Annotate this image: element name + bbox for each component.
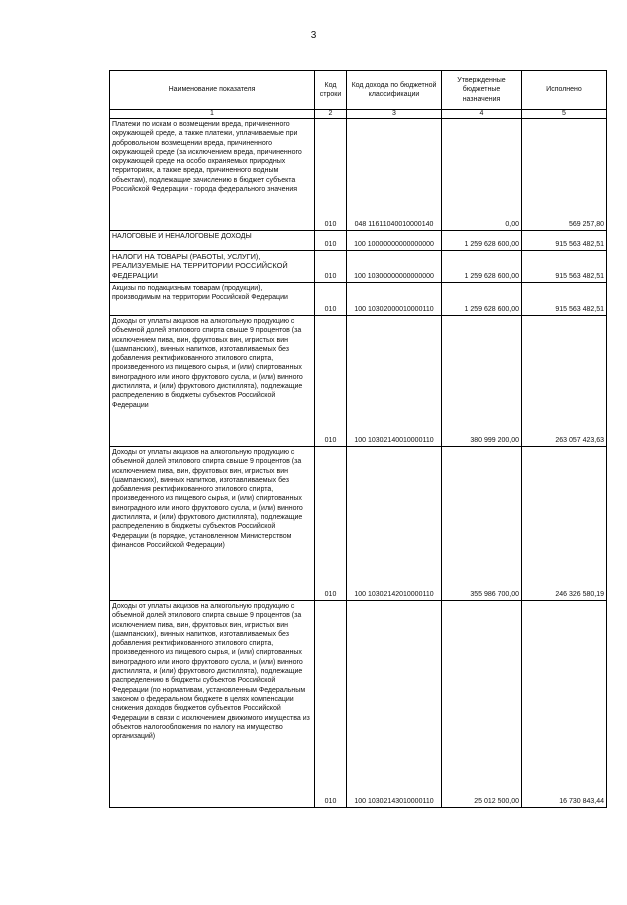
row-name: Платежи по искам о возмещении вреда, причиненного окружающей среде, а также платежи, уплачиваемые при добровольном возмещении вреда, причиненного окружающей среде (за исключением вреда, причиненного окружающей среде на особо охраняемых природных территориях, а также вреда, причиненного водным объектам), подлежащие зачислению в бюджет субъекта Российской Федерации - города федерального значения: [110, 119, 315, 231]
column-number: 1: [110, 110, 315, 119]
row-classification-code: 048 11611040010000140: [347, 119, 442, 231]
row-classification-code: 100 10302140010000110: [347, 316, 442, 447]
row-classification-code: 100 10302142010000110: [347, 447, 442, 601]
row-line-code: 010: [315, 119, 347, 231]
row-executed-amount: 915 563 482,51: [522, 231, 607, 251]
header-approved-appropriations: Утвержденные бюджетные назначения: [442, 71, 522, 110]
row-line-code: 010: [315, 316, 347, 447]
row-approved-amount: 355 986 700,00: [442, 447, 522, 601]
row-line-code: 010: [315, 231, 347, 251]
row-name: Доходы от уплаты акцизов на алкогольную продукцию с объемной долей этилового спирта свыше 9 процентов (за исключением пива, вин, фруктовых вин, игристых вин (шампанских), винных напитков, изготавливаемых без добавления ректификованного этилового спирта, произведенного из пищевого сырья, и (или) спиртованных виноградного или иного фруктового сусла, и (или) винного дистиллята, и (или) фруктового дистиллята), подлежащие распределению в бюджеты субъектов Российской Федерации (в порядке, установленном Министерством финансов Российской Федерации): [110, 447, 315, 601]
column-number-row: [110, 110, 607, 119]
header-budget-classification-code: Код дохода по бюджетной классификации: [347, 71, 442, 110]
row-name: Акцизы по подакцизным товарам (продукции), производимым на территории Российской Федерации: [110, 283, 315, 316]
row-line-code: 010: [315, 251, 347, 283]
row-approved-amount: 1 259 628 600,00: [442, 283, 522, 316]
row-line-code: 010: [315, 283, 347, 316]
row-line-code: 010: [315, 601, 347, 808]
page-number: 3: [310, 30, 317, 41]
table-row: [110, 283, 607, 316]
column-number: 5: [522, 110, 607, 119]
column-number: 2: [315, 110, 347, 119]
header-executed: Исполнено: [522, 71, 607, 110]
row-executed-amount: 16 730 843,44: [522, 601, 607, 808]
row-executed-amount: 246 326 580,19: [522, 447, 607, 601]
row-classification-code: 100 10302000010000110: [347, 283, 442, 316]
row-name: Доходы от уплаты акцизов на алкогольную продукцию с объемной долей этилового спирта свыше 9 процентов (за исключением пива, вин, фруктовых вин, игристых вин (шампанских), винных напитков, изготавливаемых без добавления ректификованного этилового спирта, произведенного из пищевого сырья, и (или) спиртованных виноградного или иного фруктового сусла, и (или) винного дистиллята, и (или) фруктового дистиллята), подлежащие распределению в бюджеты субъектов Российской Федерации (по нормативам, установленным Федеральным законом о федеральном бюджете в целях компенсации снижения доходов бюджетов субъектов Российской Федерации в связи с исключением движимого имущества из объектов налогообложения по налогу на имущество организаций): [110, 601, 315, 808]
row-approved-amount: 1 259 628 600,00: [442, 231, 522, 251]
row-executed-amount: 569 257,80: [522, 119, 607, 231]
row-classification-code: 100 10300000000000000: [347, 251, 442, 283]
table-row: [110, 251, 607, 283]
row-executed-amount: 263 057 423,63: [522, 316, 607, 447]
table-row: [110, 601, 607, 808]
budget-execution-table: [109, 70, 607, 808]
column-number: 3: [347, 110, 442, 119]
row-name: НАЛОГИ НА ТОВАРЫ (РАБОТЫ, УСЛУГИ), РЕАЛИЗУЕМЫЕ НА ТЕРРИТОРИИ РОССИЙСКОЙ ФЕДЕРАЦИИ: [110, 251, 315, 283]
row-approved-amount: 380 999 200,00: [442, 316, 522, 447]
row-line-code: 010: [315, 447, 347, 601]
header-row: [110, 71, 607, 110]
header-indicator-name: Наименование показателя: [110, 71, 315, 110]
header-line-code: Код строки: [315, 71, 347, 110]
row-name: Доходы от уплаты акцизов на алкогольную продукцию с объемной долей этилового спирта свыше 9 процентов (за исключением пива, вин, фруктовых вин, игристых вин (шампанских), винных напитков, изготавливаемых без добавления ректификованного этилового спирта, произведенного из пищевого сырья, и (или) спиртованных виноградного или иного фруктового сусла, и (или) винного дистиллята, и (или) фруктового дистиллята), подлежащие распределению в бюджеты субъектов Российской Федерации: [110, 316, 315, 447]
row-approved-amount: 25 012 500,00: [442, 601, 522, 808]
table-row: [110, 119, 607, 231]
row-classification-code: 100 10302143010000110: [347, 601, 442, 808]
row-approved-amount: 1 259 628 600,00: [442, 251, 522, 283]
row-approved-amount: 0,00: [442, 119, 522, 231]
table-row: [110, 231, 607, 251]
column-number: 4: [442, 110, 522, 119]
row-executed-amount: 915 563 482,51: [522, 251, 607, 283]
table-row: [110, 447, 607, 601]
table-row: [110, 316, 607, 447]
row-executed-amount: 915 563 482,51: [522, 283, 607, 316]
row-name: НАЛОГОВЫЕ И НЕНАЛОГОВЫЕ ДОХОДЫ: [110, 231, 315, 251]
row-classification-code: 100 10000000000000000: [347, 231, 442, 251]
